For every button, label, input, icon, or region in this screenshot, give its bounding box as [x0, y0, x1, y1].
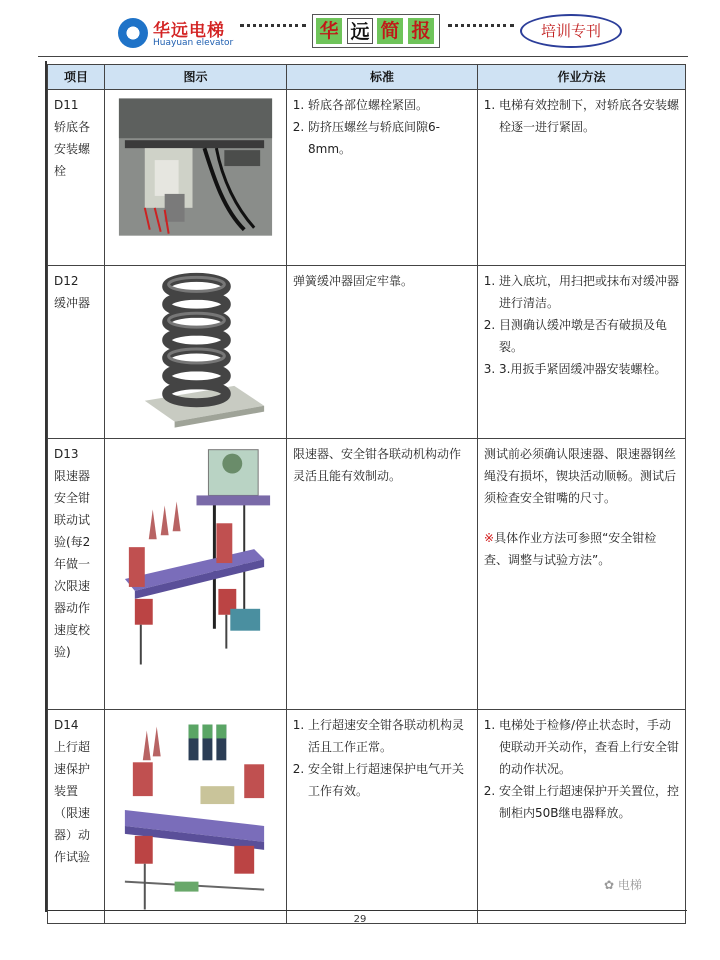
brief-title [312, 14, 440, 48]
maintenance-table [47, 64, 686, 924]
method-cell [478, 710, 686, 924]
list-item: 2. 安全钳上行超速保护电气开关工作有效。 [308, 758, 471, 802]
wechat-watermark [604, 876, 642, 893]
method-list [484, 270, 679, 380]
brief-char: 远 [347, 18, 373, 44]
table-row [48, 439, 686, 710]
item-name: 限速器安全钳联动试验(每2年做一次限速器动作速度校验) [54, 469, 91, 659]
governor-safety-gear-illustration [105, 439, 286, 709]
standard-cell [287, 90, 478, 266]
list-item: 1. 进入底坑，用扫把或抹布对缓冲器进行清洁。 [499, 270, 679, 314]
header-figure: 图示 [105, 65, 287, 90]
figure [105, 266, 286, 438]
page-header [0, 0, 720, 60]
standard-list [293, 714, 471, 802]
standard-cell [287, 710, 478, 924]
method-note [484, 527, 679, 571]
logo-chinese-name: 华远电梯 [153, 21, 225, 41]
table-row [48, 710, 686, 924]
standard-text: 限速器、安全钳各联动机构动作灵活且能有效制动。 [293, 447, 462, 483]
figure [105, 439, 286, 709]
item-name: 缓冲器 [54, 296, 91, 310]
list-item: 2. 防挤压螺丝与轿底间隙6-8mm。 [308, 116, 471, 160]
figure-cell [105, 266, 287, 439]
item-cell [48, 710, 105, 924]
car-bottom-bolts-illustration [105, 90, 286, 265]
method-cell [478, 439, 686, 710]
special-edition-badge: 培训专刊 [520, 14, 622, 48]
header-divider [38, 56, 688, 57]
bottom-rule [45, 910, 687, 911]
brief-char: 报 [408, 18, 434, 44]
item-cell [48, 439, 105, 710]
standard-cell [287, 266, 478, 439]
upward-overspeed-device-illustration [105, 710, 286, 923]
item-id: D14 [54, 718, 79, 732]
item-id: D11 [54, 98, 79, 112]
header-item: 项目 [48, 65, 105, 90]
globe-icon [118, 18, 148, 48]
header-dotted-line-right [448, 24, 514, 27]
figure-cell [105, 710, 287, 924]
method-list [484, 714, 679, 824]
table-row [48, 90, 686, 266]
header-method: 作业方法 [478, 65, 686, 90]
method-cell [478, 266, 686, 439]
note-text: 具体作业方法可参照“安全钳检查、调整与试验方法”。 [484, 531, 657, 567]
header-standard: 标准 [287, 65, 478, 90]
figure [105, 90, 286, 265]
item-name: 上行超速保护装置（限速器）动作试验 [54, 740, 91, 864]
method-list [484, 94, 679, 138]
company-logo [118, 16, 238, 52]
list-item: 2. 目测确认缓冲墩是否有破损及龟裂。 [499, 314, 679, 358]
table-row [48, 266, 686, 439]
standard-cell [287, 439, 478, 710]
table-header-row [48, 65, 686, 90]
logo-english-name: Huayuan elevator [153, 38, 234, 48]
method-text: 测试前必须确认限速器、限速器钢丝绳没有损坏，锲块活动顺畅。测试后须检查安全钳嘴的尺寸。 [484, 447, 677, 505]
item-id: D13 [54, 447, 79, 461]
standard-list [293, 94, 471, 160]
brief-char: 华 [316, 18, 342, 44]
list-item: 1. 电梯有效控制下，对轿底各安装螺栓逐一进行紧固。 [499, 94, 679, 138]
header-dotted-line-left [240, 24, 306, 27]
item-cell [48, 266, 105, 439]
item-id: D12 [54, 274, 79, 288]
method-cell [478, 90, 686, 266]
note-mark: ※ [484, 531, 495, 545]
figure [105, 710, 286, 923]
figure-cell [105, 90, 287, 266]
list-item: 3. 3.用扳手紧固缓冲器安装螺栓。 [499, 358, 679, 380]
list-item: 2. 安全钳上行超速保护开关置位，控制柜内50B继电器释放。 [499, 780, 679, 824]
brief-char: 简 [377, 18, 403, 44]
item-cell [48, 90, 105, 266]
wechat-icon: ✿ [604, 878, 615, 892]
figure-cell [105, 439, 287, 710]
list-item: 1. 轿底各部位螺栓紧固。 [308, 94, 471, 116]
watermark-text: 电梯 [617, 878, 642, 892]
spring-buffer-illustration [105, 266, 286, 438]
page-number: 29 [353, 914, 367, 925]
item-name: 轿底各安装螺栓 [54, 120, 91, 178]
list-item: 1. 电梯处于检修/停止状态时，手动使联动开关动作，查看上行安全钳的动作状况。 [499, 714, 679, 780]
standard-text: 弹簧缓冲器固定牢靠。 [293, 274, 414, 288]
list-item: 1. 上行超速安全钳各联动机构灵活且工作正常。 [308, 714, 471, 758]
